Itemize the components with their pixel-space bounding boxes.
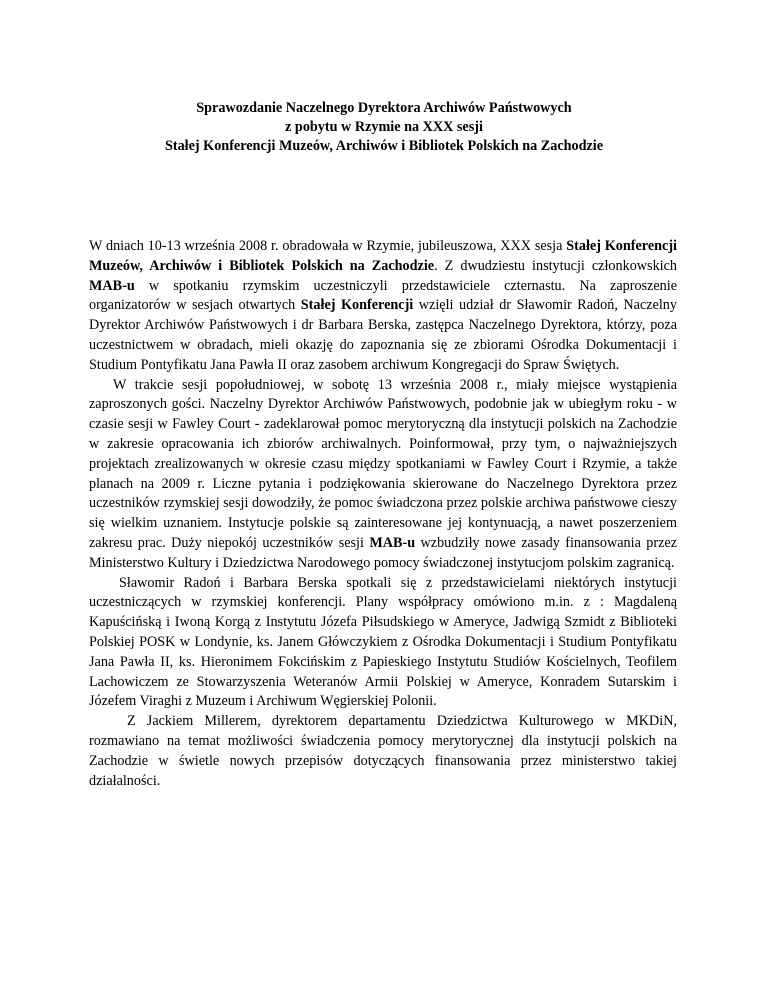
document-title — [0, 99, 768, 156]
title-line-1: Sprawozdanie Naczelnego Dyrektora Archiwów Państwowych — [196, 100, 572, 116]
paragraph-2 — [89, 376, 677, 574]
paragraph-1-bold-stala-konferencja: Stałej Konferencji — [300, 297, 414, 314]
paragraph-1-bold-conference: Stałej Konferencji Muzeów, Archiwów i Bibliotek Polskich na Zachodzie — [89, 238, 677, 274]
paragraph-1-text-c: w spotkaniu rzymskim uczestniczyli przedstawiciele czternastu. Na zaproszenie organizatorów w sesjach otwartych — [89, 277, 677, 314]
paragraph-2-text-a: W trakcie sesji popołudniowej, w sobotę 13 września 2008 r., miały miejsce wystąpienia zaproszonych gości. Naczelny Dyrektor Archiwów Państwowych, podobnie jak w ubiegłym roku - w czasie sesji w Fawley Court - zadeklarował pomoc merytoryczną dla instytucji polskich na Zachodzie w zakresie opracowania ich zbiorów archiwalnych. Poinformował, przy tym, o najważniejszych projektach zrealizowanych w okresie czasu między spotkaniami w Fawley Court i Rzymie, a także planach na 2009 r. Liczne pytania i podziękowania skierowane do Naczelnego Dyrektora przez uczestników rzymskiej sesji dowodziły, że pomoc świadczona przez polskie archiwa państwowe cieszy się wielkim uznaniem. Instytucje polskie są zainteresowane jej kontynuacją, a nawet poszerzeniem zakresu prac. Duży niepokój uczestników sesji — [89, 376, 677, 551]
paragraph-1 — [89, 237, 677, 376]
paragraph-3 — [89, 574, 677, 713]
paragraph-2-text-b: wzbudziły nowe zasady finansowania przez Ministerstwo Kultury i Dziedzictwa Narodowego pomocy świadczonej instytucjom polskim zagranicą. — [89, 534, 678, 571]
document-body — [89, 237, 677, 791]
paragraph-1-text-d: wzięli udział dr Sławomir Radoń, Naczelny Dyrektor Archiwów Państwowych i dr Barbara Berska, zastępca Naczelnego Dyrektora, którzy, poza uczestnictwem w obradach, mieli okazję do zapoznania się ze zbiorami Ośrodka Dokumentacji i Studium Pontyfikatu Jana Pawła II oraz zasobem archiwum Kongregacji do Spraw Świętych. — [89, 297, 677, 373]
paragraph-1-text-a: W dniach 10-13 września 2008 r. obradowała w Rzymie, jubileuszowa, XXX sesja — [89, 238, 567, 254]
paragraph-2-bold-mab: MAB-u — [369, 534, 416, 551]
title-line-2: z pobytu w Rzymie na XXX sesji — [285, 119, 483, 135]
paragraph-1-text-b: . Z dwudziestu instytucji członkowskich — [434, 257, 677, 274]
paragraph-3-text: Sławomir Radoń i Barbara Berska spotkali się z przedstawicielami niektórych instytucji uczestniczących w rzymskiej konferencji. Plany współpracy omówiono m.in. z : Magdaleną Kapuścińską i Iwoną Korgą z Instytutu Józefa Piłsudskiego w Ameryce, Jadwigą Szmidt z Biblioteki Polskiej POSK w Londynie, ks. Janem Główczykiem z Ośrodka Dokumentacji i Studium Pontyfikatu Jana Pawła II, ks. Hieronimem Fokcińskim z Papieskiego Instytutu Studiów Kościelnych, Teofilem Lachowiczem ze Stowarzyszenia Weteranów Armii Polskiej w Ameryce, Konradem Sutarskim i Józefem Viraghi z Muzeum i Archiwum Węgierskiej Polonii. — [89, 574, 677, 710]
title-line-3: Stałej Konferencji Muzeów, Archiwów i Bibliotek Polskich na Zachodzie — [164, 138, 604, 154]
paragraph-1-bold-mab: MAB-u — [89, 277, 135, 294]
paragraph-4 — [89, 712, 677, 791]
paragraph-4-text: Z Jackiem Millerem, dyrektorem departamentu Dziedzictwa Kulturowego w MKDiN, rozmawiano na temat możliwości świadczenia pomocy merytorycznej dla instytucji polskich na Zachodzie w świetle nowych przepisów dotyczących finansowania przez ministerstwo takiej działalności. — [89, 713, 677, 789]
